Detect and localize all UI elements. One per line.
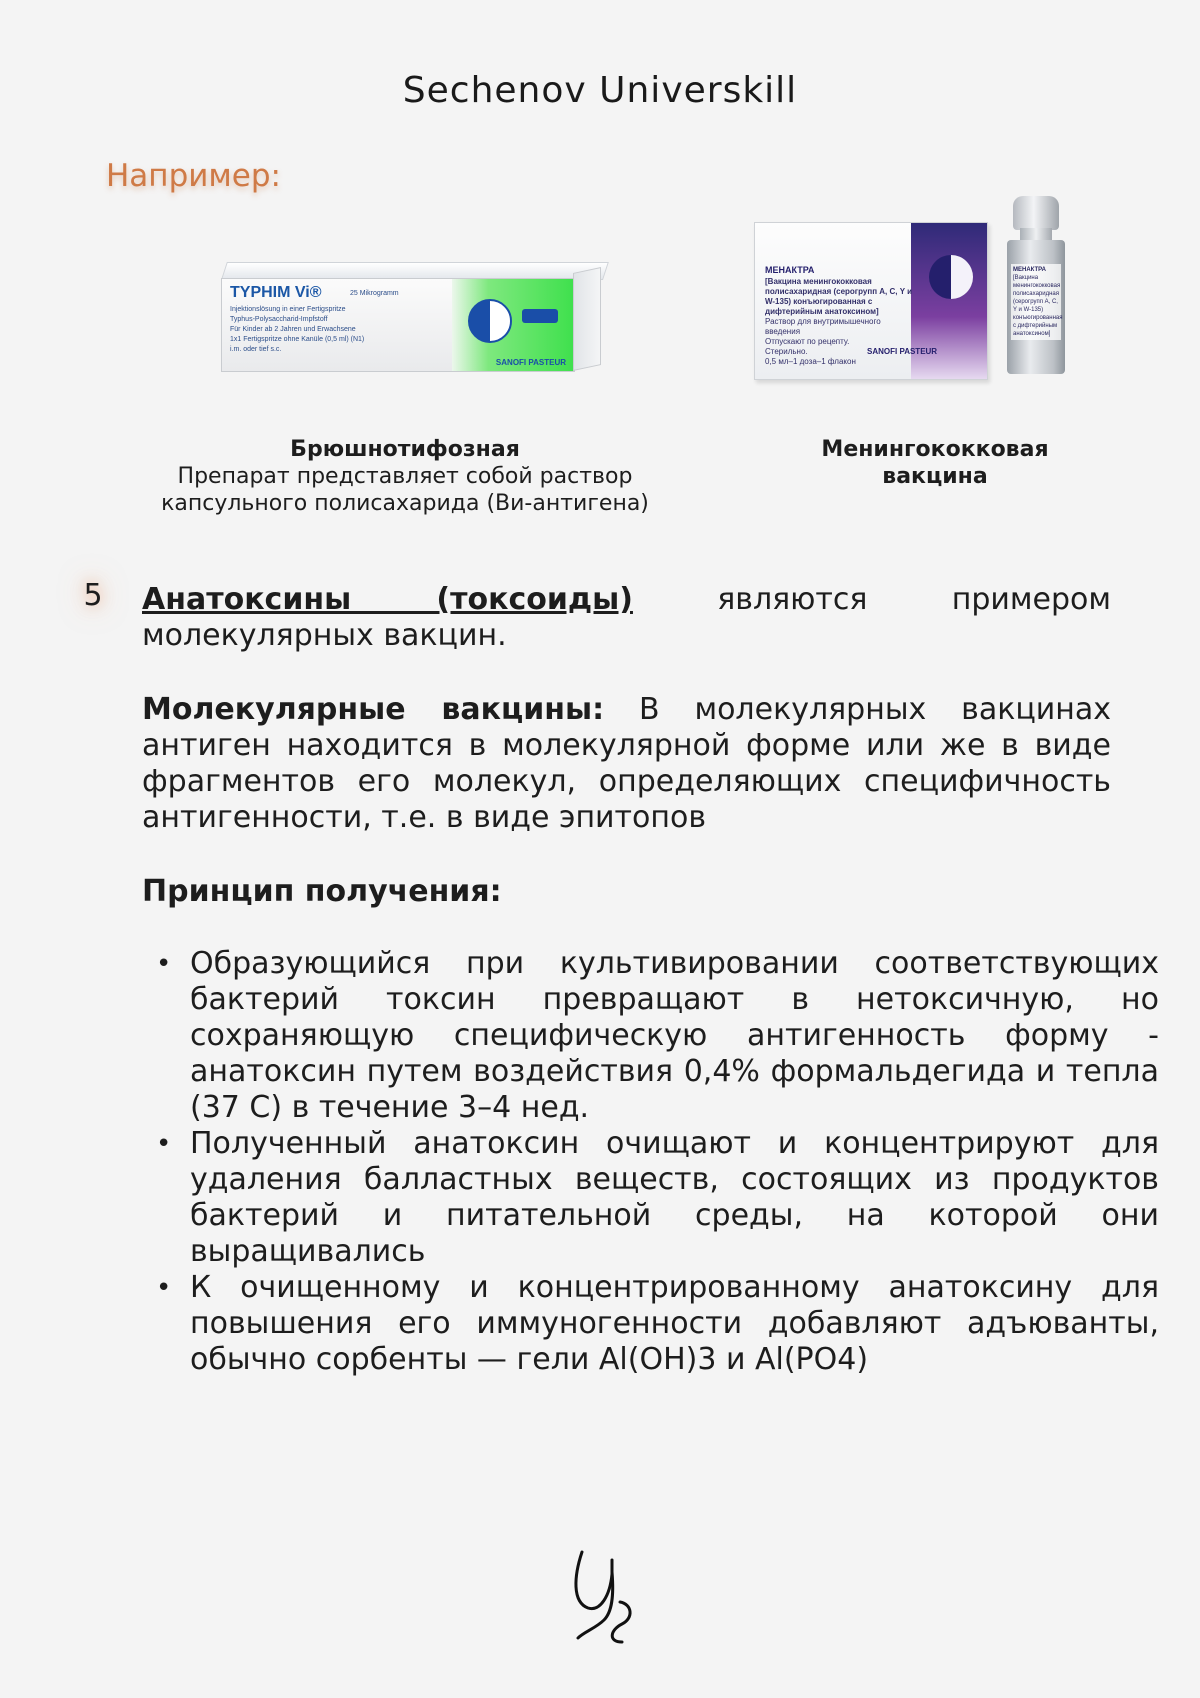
page-header-title: Sechenov Universkill [402,70,798,111]
package-dose: 25 Mikrogramm [350,290,399,297]
vial-cap [1013,196,1059,230]
section-number: 5 [83,578,103,613]
package-line: Injektionslösung in einer Fertigspritze [230,306,346,313]
menactra-package-image [754,222,988,380]
list-item: • Образующийся при культивировании соответствующих бактерий токсин превращают в нетоксичную, но сохраняющую специфическую антигенность форму - анатоксин путем воздействия 0,4% формальдегида и тепла (37 С) в течение 3–4 нед. [190,946,1159,1126]
intro-paragraph [142,582,1111,654]
typhim-caption-desc: Препарат представляет собой раствор капсульного полисахарида (Ви-антигена) [161,464,649,516]
molecular-paragraph [142,692,1111,836]
menactra-vial-image [1007,196,1065,376]
universkill-logo-icon [560,1546,640,1646]
principle-heading: Принцип получения: [142,874,502,909]
package-line: 0,5 мл–1 доза–1 флакон [765,357,856,366]
package-line: 1x1 Fertigspritze ohne Kanüle (0,5 ml) (N1) [230,336,365,343]
package-maker: SANOFI PASTEUR [495,358,566,367]
package-brand: МЕНАКТРА [765,265,815,275]
package-line: Стерильно. [765,347,808,356]
vial-text: [Вакцина менингококковая полисахаридная (серогрупп А, С, Y и W-135) конъюгированная с дифтерийным анатоксином] [1013,275,1063,337]
package-line: i.m. oder tief s.c. [230,346,282,353]
package-line: [Вакцина менингококковая полисахаридная (серогрупп А, С, Y и W-135) конъюгированная с дифтерийным анатоксином] [765,277,913,316]
principle-list [142,946,1159,1378]
molecular-text: В молекулярных вакцинах антиген находится в молекулярной форме или же в виде фрагментов его молекул, определяющих специфичность антигенности, т.е. в виде эпитопов [142,692,1111,835]
molecular-term: Молекулярные вакцины: [142,692,605,727]
intro-rest: являются примером молекулярных вакцин. [142,582,1111,653]
package-line: Раствор для внутримышечного введения [765,317,881,336]
typhim-caption [145,436,665,517]
intro-term: Анатоксины (токсоиды) [142,582,633,617]
package-circle-logo [468,299,512,343]
typhim-vi-package-image [221,262,601,374]
package-side-face [573,267,601,371]
vial-brand: МЕНАКТРА [1013,267,1046,273]
package-line: Typhus-Polysaccharid-Impfstoff [230,316,328,323]
package-circle-logo [929,255,973,299]
list-item: • Полученный анатоксин очищают и концентрируют для удаления балластных веществ, состоящих из продуктов бактерий и питательной среды, на которой они выращивались [190,1126,1159,1270]
example-label: Например: [106,158,281,194]
vial-label [1011,264,1061,340]
package-line: Отпускают по рецепту. [765,337,850,346]
syringe-icon [522,309,558,323]
package-brand: TYPHIM Vi® [230,284,322,301]
package-front-face [221,278,575,372]
package-maker: SANOFI PASTEUR [867,347,938,356]
package-line: Für Kinder ab 2 Jahren und Erwachsene [230,326,356,333]
list-item: • К очищенному и концентрированному анатоксину для повышения его иммуногенности добавляют адъюванты, обычно сорбенты — гели Al(OH)3 и Al(PO4) [190,1270,1159,1378]
typhim-caption-title: Брюшнотифозная [290,437,520,462]
menactra-caption-title: Менингококковая вакцина [821,437,1049,489]
